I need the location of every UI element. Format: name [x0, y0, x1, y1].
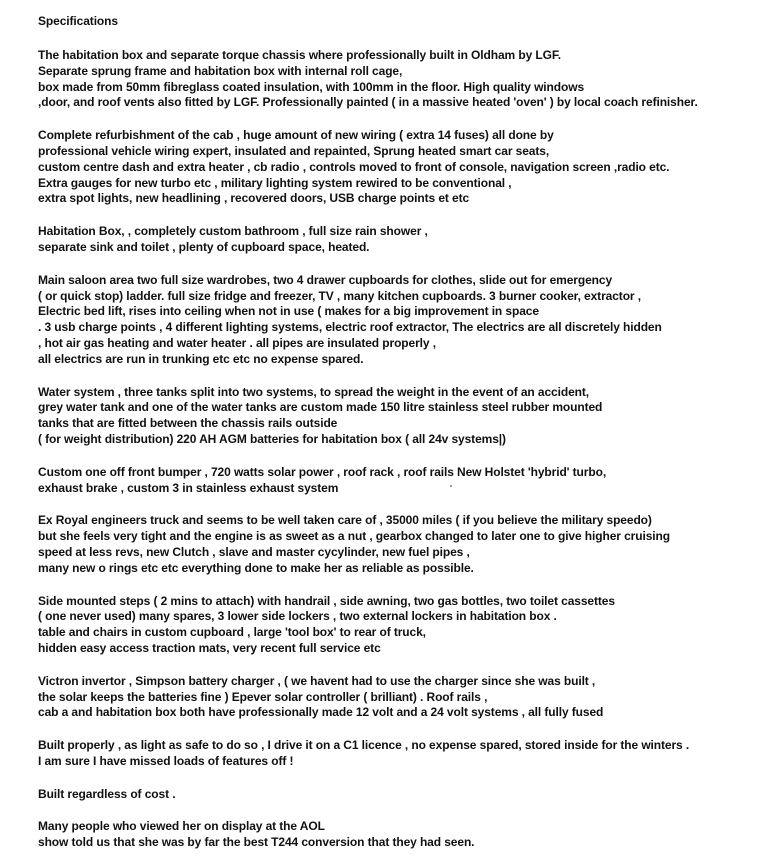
text-line: ( for weight distribution) 220 AH AGM batteries for habitation box ( all 24v systems|) — [38, 431, 506, 446]
text-line: I am sure I have missed loads of features off ! — [38, 753, 294, 768]
paragraph — [38, 787, 758, 803]
text-line: Many people who viewed her on display at the AOL — [38, 819, 325, 834]
text-line: extra spot lights, new headlining , recovered doors, USB charge points et etc — [38, 191, 470, 206]
text-line: Complete refurbishment of the cab , huge amount of new wiring ( extra 14 fuses) all done by — [38, 128, 554, 143]
text-line: tanks that are fitted between the chassis rails outside — [38, 416, 338, 431]
paragraph — [38, 819, 758, 851]
text-line: cab a and habitation box both have professionally made 12 volt and a 24 volt systems , all fully fused — [38, 705, 604, 720]
text-line: Built properly , as light as safe to do so , I drive it on a C1 licence , no expense spared, stored inside for the winters . — [38, 738, 690, 753]
text-line: Extra gauges for new turbo etc , military lighting system rewired to be conventional , — [38, 175, 512, 190]
text-line: all electrics are run in trunking etc etc no expense spared. — [38, 351, 364, 366]
scan-speck — [450, 485, 452, 487]
text-line: Habitation Box, , completely custom bathroom , full size rain shower , — [38, 224, 428, 239]
document-heading: Specifications — [38, 14, 118, 28]
text-line: box made from 50mm fibreglass coated insulation, with 100mm in the floor. High quality windows — [38, 79, 585, 94]
text-line: ( or quick stop) ladder. full size fridge and freezer, TV , many kitchen cupboards. 3 burner cooker, extractor , — [38, 288, 641, 303]
text-line: Electric bed lift, rises into ceiling when not in use ( makes for a big improvement in space — [38, 304, 539, 319]
paragraph — [38, 594, 758, 657]
text-line: , hot air gas heating and water heater . all pipes are insulated properly , — [38, 335, 436, 350]
paragraph — [38, 273, 758, 368]
paragraph — [38, 385, 758, 448]
text-line: separate sink and toilet , plenty of cupboard space, heated. — [38, 239, 370, 254]
text-line: table and chairs in custom cupboard , large 'tool box' to rear of truck, — [38, 625, 426, 640]
paragraph — [38, 513, 758, 576]
text-line: grey water tank and one of the water tanks are custom made 150 litre stainless steel rubber mounted — [38, 400, 603, 415]
text-line: Side mounted steps ( 2 mins to attach) with handrail , side awning, two gas bottles, two toilet cassettes — [38, 593, 615, 608]
paragraph — [38, 128, 758, 207]
text-line: custom centre dash and extra heater , cb radio , controls moved to front of console, navigation screen ,radio etc. — [38, 159, 670, 174]
text-line: Water system , three tanks split into two systems, to spread the weight in the event of an accident, — [38, 384, 590, 399]
paragraph — [38, 674, 758, 721]
text-line: The habitation box and separate torque chassis where professionally built in Oldham by LGF. — [38, 48, 562, 62]
text-line: show told us that she was by far the best T244 conversion that they had seen. — [38, 835, 475, 850]
text-line: Separate sprung frame and habitation box with internal roll cage, — [38, 63, 403, 78]
text-line: but she feels very tight and the engine is as sweet as a nut , gearbox changed to later one to give higher cruising — [38, 529, 670, 544]
text-line: many new o rings etc etc everything done to make her as reliable as possible. — [38, 560, 474, 575]
text-line: Built regardless of cost . — [38, 786, 176, 801]
paragraph — [38, 738, 758, 770]
text-line: . 3 usb charge points , 4 different lighting systems, electric roof extractor, The electrics are all discretely hidden — [38, 320, 662, 335]
text-line: ,door, and roof vents also fitted by LGF. Professionally painted ( in a massive heated 'oven' ) by local coach refinisher. — [38, 95, 698, 110]
text-line: professional vehicle wiring expert, insulated and repainted, Sprung heated smart car seats, — [38, 143, 550, 158]
text-line: Main saloon area two full size wardrobes, two 4 drawer cupboards for clothes, slide out for emergency — [38, 272, 613, 287]
paragraph-list — [38, 48, 758, 851]
text-line: exhaust brake , custom 3 in stainless exhaust system — [38, 480, 339, 495]
text-line: the solar keeps the batteries fine ) Epever solar controller ( brilliant) . Roof rails , — [38, 689, 488, 704]
text-line: hidden easy access traction mats, very recent full service etc — [38, 640, 381, 655]
text-line: speed at less revs, new Clutch , slave and master cycylinder, new fuel pipes , — [38, 544, 470, 559]
text-line: Custom one off front bumper , 720 watts solar power , roof rack , roof rails New Holstet 'hybrid' turbo, — [38, 464, 607, 479]
text-line: ( one never used) many spares, 3 lower side lockers , two external lockers in habitation box . — [38, 609, 557, 624]
text-line: Ex Royal engineers truck and seems to be well taken care of , 35000 miles ( if you believe the military speedo) — [38, 513, 652, 528]
paragraph — [38, 224, 758, 256]
paragraph — [38, 465, 758, 497]
specifications-document — [38, 13, 758, 868]
paragraph — [38, 48, 758, 111]
text-line: Victron invertor , Simpson battery charger , ( we havent had to use the charger since she was built , — [38, 673, 596, 688]
